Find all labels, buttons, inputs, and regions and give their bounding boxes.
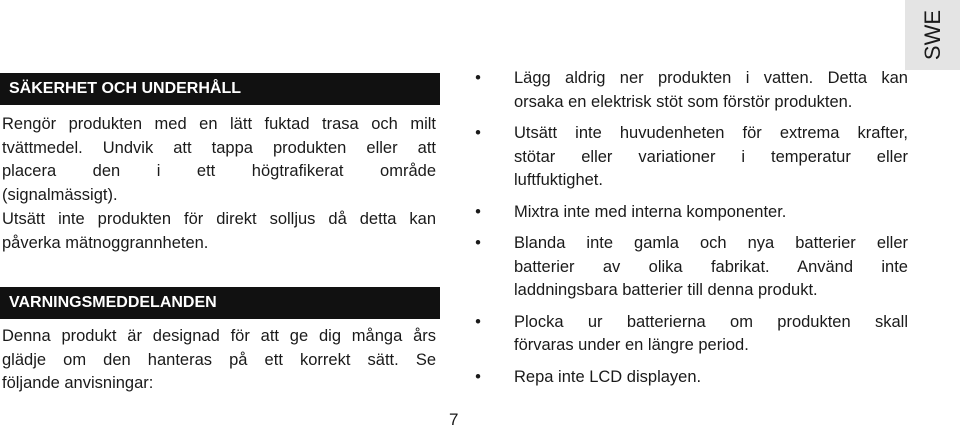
language-tab bbox=[905, 0, 960, 70]
safety-paragraph-1 bbox=[2, 113, 436, 207]
bullet-item bbox=[472, 232, 908, 303]
text-line: Utsätt inte huvudenheten för extrema krafter, bbox=[514, 124, 908, 142]
safety-paragraph-2 bbox=[2, 208, 436, 255]
section-heading-warnings: VARNINGSMEDDELANDEN bbox=[0, 287, 440, 319]
text-line: batterier av olika fabrikat. Använd inte bbox=[514, 257, 908, 276]
bullet-icon: • bbox=[475, 69, 481, 87]
bullet-item bbox=[472, 366, 908, 390]
text-line: luftfuktighet. bbox=[514, 171, 603, 189]
bullet-icon: • bbox=[475, 234, 481, 252]
bullet-item bbox=[472, 67, 908, 114]
bullet-icon: • bbox=[475, 124, 481, 142]
warnings-paragraph bbox=[2, 325, 436, 396]
text-line: stötar eller variationer i temperatur eller bbox=[514, 147, 908, 166]
bullet-item bbox=[472, 122, 908, 193]
text-line: tvättmedel. Undvik att tappa produkten eller att bbox=[2, 138, 436, 157]
text-line: påverka mätnoggrannheten. bbox=[2, 233, 209, 252]
text-line: (signalmässigt). bbox=[2, 185, 118, 204]
warning-bullet-list bbox=[472, 67, 908, 389]
bullet-item bbox=[472, 201, 908, 225]
bullet-icon: • bbox=[475, 367, 481, 386]
bullet-icon: • bbox=[475, 202, 481, 221]
text-line: placera den i ett högtrafikerat område bbox=[2, 162, 436, 180]
bullet-icon: • bbox=[475, 312, 481, 331]
bullet-item bbox=[472, 311, 908, 358]
language-label: SWE bbox=[919, 9, 945, 61]
section-heading-safety: SÄKERHET OCH UNDERHÅLL bbox=[0, 73, 440, 105]
text-line: förvaras under en längre period. bbox=[514, 336, 749, 354]
text-line: laddningsbara batterier till denna produkt. bbox=[514, 281, 818, 299]
page-number: 7 bbox=[449, 410, 459, 429]
text-line: Blanda inte gamla och nya batterier eller bbox=[514, 234, 908, 252]
text-line: glädje om den hanteras på ett korrekt sätt. Se bbox=[2, 350, 436, 369]
text-line: följande anvisningar: bbox=[2, 374, 154, 392]
text-line: Denna produkt är designad för att ge dig många års bbox=[2, 327, 436, 345]
text-line: Rengör produkten med en lätt fuktad trasa och milt bbox=[2, 115, 436, 133]
text-line: Plocka ur batterierna om produkten skall bbox=[514, 312, 908, 331]
text-line: Repa inte LCD displayen. bbox=[514, 367, 702, 386]
text-line: Mixtra inte med interna komponenter. bbox=[514, 202, 787, 221]
text-line: Utsätt inte produkten för direkt solljus då detta kan bbox=[2, 210, 436, 228]
text-line: Lägg aldrig ner produkten i vatten. Detta kan bbox=[514, 69, 908, 87]
text-line: orsaka en elektrisk stöt som förstör produkten. bbox=[514, 92, 853, 111]
